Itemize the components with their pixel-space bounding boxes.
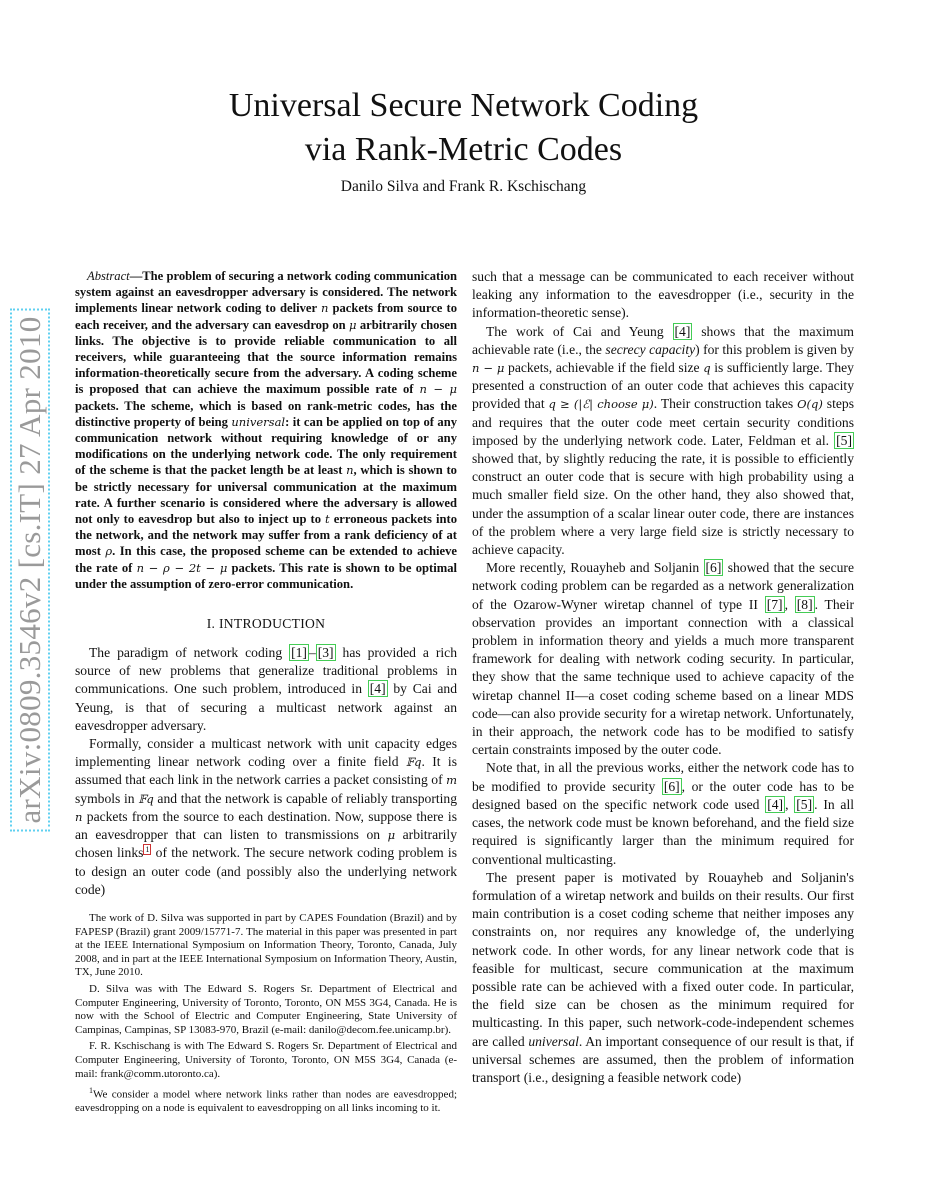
citation-link[interactable]: [4] — [674, 323, 691, 339]
arxiv-identifier[interactable]: arXiv:0809.3546v2 [cs.IT] 27 Apr 2010 — [10, 308, 50, 831]
math-rho: ρ — [105, 544, 113, 559]
left-column — [75, 268, 457, 899]
math-rate-extended: n − ρ − 2t − μ — [136, 560, 228, 575]
citation-link[interactable]: [8] — [796, 596, 813, 612]
body-paragraph-cai-yeung: The work of Cai and Yeung [4] shows that the maximum achievable rate (i.e., the secrecy capacity) for this problem is given by n − μ packets, achievable if the field size q is sufficiently large. They presented a construction of an outer code that achieves this capacity provided that q ≥ (|ℰ| choose μ). Their construction takes O(q) steps and requires that the outer code meet certain security conditions imposed by the underlying network code. Later, Feldman et al. [5] showed that, by slightly reducing the rate, it is possible to efficiently construct an outer code that is secure with high probability using a much smaller field size. On the other hand, they also showed that, under the assumption of a scalar linear outer code, there are instances of the problem where a very large field size is strictly necessary to achieve capacity. — [472, 323, 854, 558]
abstract-label: Abstract — [87, 269, 130, 283]
paper-title — [100, 84, 827, 172]
body-paragraph-rouayheb: More recently, Rouayheb and Soljanin [6] showed that the secure network coding problem can be regarded as a network generalization of the Ozarow-Wyner wiretap channel of type II [7] , [8] . Their observation provides an important connection with a classical problem in information theory and yields a much more transparent framework for dealing with network coding security. In particular, they show that the same technique used to achieve capacity of the wiretap channel II—a coset coding scheme based on a linear MDS code—can also provide security for a wiretap network. Unfortunately, in their approach, the network code has to be modified to satisfy certain constraints imposed by the outer code. — [472, 560, 854, 758]
emphasis-universal: universal — [528, 1033, 579, 1049]
math-n: n — [320, 301, 329, 316]
abstract: Abstract—The problem of securing a network coding communication system against an eavesdropper adversary is considered. The network implements linear network coding to deliver n packets from source to each receiver, and the adversary can eavesdrop on μ arbitrarily chosen links. The objective is to provide reliable communication to all receivers, while guaranteeing that the source information remains information-theoretically secure from the adversary. A coding scheme is proposed that can achieve the maximum possible rate of n − μ packets. The scheme, which is based on rank-metric codes, has the distinctive property of being universal: it can be applied on top of any communication network without requiring knowledge of or any modifications on the underlying network code. The only requirement of the scheme is that the packet length be at least n, which is shown to be strictly necessary for universal communication at the maximum rate. A further scenario is considered where the adversary is allowed not only to eavesdrop but also to inject up to t erroneous packets into the network, and the network may suffer from a rank deficiency of at most ρ. In this case, the proposed scheme can be extended to achieve the rate of n − ρ − 2t − μ packets. This rate is shown to be optimal under the assumption of zero-error communication. — [75, 269, 458, 591]
author-list: Danilo Silva and Frank R. Kschischang — [340, 178, 587, 195]
section-heading-introduction: I. INTRODUCTION — [206, 616, 326, 632]
math-mu: μ — [387, 828, 396, 843]
math-complexity: O(q) — [797, 397, 823, 412]
right-column — [472, 268, 854, 1087]
citation-link[interactable]: [6] — [663, 778, 680, 794]
math-field-size-bound: q ≥ (|ℰ| choose μ) — [548, 397, 654, 412]
footnote-funding: The work of D. Silva was supported in part by CAPES Foundation (Brazil) and by FAPESP (Brazil) grant 2009/15771-7. The material in this paper was presented in part at the IEEE International Symposium on Information Theory, Toronto, Canada, July 2008, and in part at the IEEE International Symposium on Information Theory, Austin, TX, June 2010. — [75, 912, 457, 979]
body-paragraph-continued: such that a message can be communicated to each receiver without leaking any information to the eavesdropper (i.e., security in the information-theoretic sense). — [472, 269, 854, 321]
math-field: 𝔽q — [405, 755, 422, 770]
intro-paragraph-1: The paradigm of network coding [1] – [3] has provided a rich source of new problems that generalize traditional problems in communications. One such problem, introduced in [4] by Cai and Yeung, is that of securing a multicast network against an eavesdropper adversary. — [75, 645, 457, 733]
footnote-silva: D. Silva was with The Edward S. Rogers Sr. Department of Electrical and Computer Engineering, University of Toronto, Toronto, ON M5S 3G4, Canada. He is now with the School of Electric and Computer Engineering, State University of Campinas, Campinas, SP 13083-970, Brazil (e-mail: danilo@decom.fee.unicamp.br). — [75, 982, 457, 1036]
intro-paragraph-2: Formally, consider a multicast network with unit capacity edges implementing linear network coding over a finite field 𝔽q. It is assumed that each link in the network carries a packet consisting of m symbols in 𝔽q and that the network is capable of reliably transporting n packets from the source to each destination. Now, suppose there is an eavesdropper that can listen to transmissions on μ arbitrarily chosen links $^1$ of the network. The secure network coding problem is to design an outer code (and possibly also the underlying network code) — [75, 736, 457, 897]
math-mu: μ — [349, 317, 357, 332]
citation-link[interactable]: [5] — [796, 796, 813, 812]
citation-link[interactable]: [7] — [766, 596, 783, 612]
math-t: t — [325, 512, 330, 527]
body-paragraph-previous-works: Note that, in all the previous works, either the network code has to be modified to provide security [6] , or the outer code has to be designed based on the specific network code used [4] , [5] . In all cases, the network code must be known beforehand, and the field size required is significantly larger than the minimum required for conventional multicasting. — [472, 760, 855, 867]
title-line-2: via Rank-Metric Codes — [304, 131, 623, 168]
math-rate: n − μ — [419, 382, 458, 397]
footnote-1: $^1$We consider a model where network links rather than nodes are eavesdropped; eavesdropping on a node is equivalent to eavesdropping on all links incoming to it. — [75, 1086, 457, 1115]
math-field: 𝔽q — [138, 791, 154, 806]
math-rate: n − μ — [472, 361, 505, 376]
citation-link[interactable]: [3] — [317, 645, 334, 661]
math-m: m — [446, 773, 457, 788]
footnote-number: 1 — [89, 1086, 93, 1096]
arxiv-stamp — [8, 300, 52, 840]
citation-link[interactable]: [5] — [836, 432, 852, 448]
body-paragraph-present-paper: The present paper is motivated by Rouayheb and Soljanin's formulation of a wiretap network and builds on their results. Our first main contribution is a coset coding scheme that neither imposes any constraints on, nor requires any knowledge of, the underlying network code. In other words, for any linear network code that is feasible for multicast, secure communication at the maximum possible rate can be achieved with a fixed outer code. In particular, the field size can be chosen as the minimum required for multicasting. In this paper, such network-code-independent schemes are called universal. An important consequence of our result is that, if universal schemes are assumed, then the problem of information transport (i.e., designing a feasible network code) — [472, 869, 855, 1085]
emphasis-universal: universal — [231, 414, 286, 429]
title-line-1: Universal Secure Network Coding — [228, 87, 699, 124]
citation-link[interactable]: [6] — [705, 560, 722, 576]
emphasis-secrecy-capacity: secrecy capacity — [605, 341, 696, 357]
footnotes — [75, 912, 457, 1119]
footnote-link[interactable]: 1 — [145, 844, 150, 854]
math-q: q — [703, 361, 711, 376]
math-n: n — [346, 463, 354, 478]
citation-link[interactable]: [1] — [291, 645, 307, 661]
footnote-kschischang: F. R. Kschischang is with The Edward S. Rogers Sr. Department of Electrical and Computer Engineering, University of Toronto, Toronto, ON M5S 3G4, Canada (e-mail: frank@comm.utoronto.ca). — [75, 1040, 457, 1080]
math-n: n — [75, 809, 83, 824]
citation-link[interactable]: [4] — [369, 681, 386, 697]
citation-link[interactable]: [4] — [767, 796, 784, 812]
